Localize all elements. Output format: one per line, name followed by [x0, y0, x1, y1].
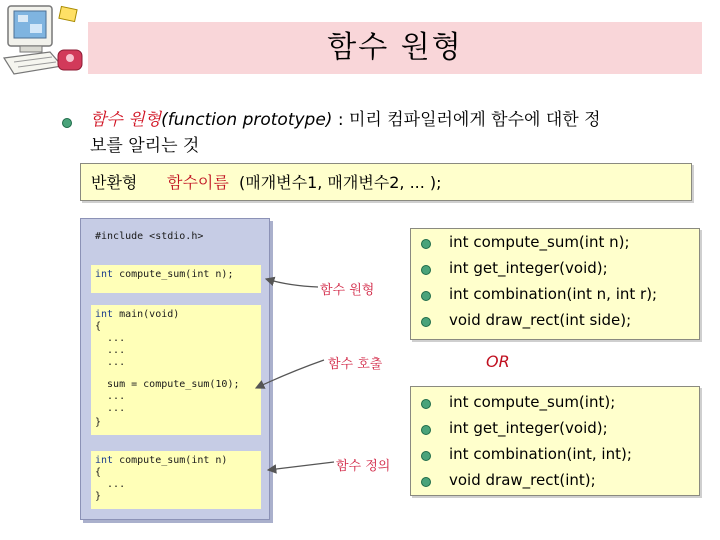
definition-arrow	[268, 462, 334, 470]
bullet-icon	[421, 477, 431, 487]
page-title: 함수 원형	[327, 30, 463, 65]
prototype-line: int combination(int n, int r);	[449, 285, 658, 303]
definition-rest-line2: 보를 알리는 것	[90, 136, 200, 156]
syntax-return-type: 반환형	[91, 173, 138, 192]
bullet-icon	[421, 399, 431, 409]
bullet-icon	[421, 317, 431, 327]
bullet-icon	[421, 239, 431, 249]
call-arrow	[256, 360, 324, 388]
code-brace: {	[95, 467, 102, 478]
code-text: main(void)	[113, 309, 180, 320]
definition-term: 함수 원형	[90, 110, 162, 130]
bullet-icon	[421, 291, 431, 301]
bullet-icon	[421, 265, 431, 275]
code-ellipsis: ...	[95, 357, 126, 368]
bullet-icon	[421, 425, 431, 435]
prototype-line: void draw_rect(int side);	[449, 311, 632, 329]
prototype-arrow	[266, 279, 318, 287]
prototype-line: int compute_sum(int n);	[449, 233, 630, 251]
code-brace: {	[95, 321, 102, 332]
definition-term-en: (function prototype)	[161, 110, 333, 130]
syntax-params: (매개변수1, 매개변수2, ... );	[239, 173, 442, 192]
code-ellipsis: ...	[95, 391, 126, 402]
code-text: compute_sum(int n)	[113, 455, 228, 466]
annotation-call: 함수 호출	[328, 357, 383, 372]
code-brace: }	[95, 491, 102, 502]
prototype-line: int get_integer(void);	[449, 259, 608, 277]
code-ellipsis: ...	[95, 479, 126, 490]
code-text: compute_sum(int n);	[113, 269, 234, 280]
code-call-line: sum = compute_sum(10);	[95, 379, 240, 390]
code-keyword: int	[95, 455, 114, 466]
code-ellipsis: ...	[95, 345, 126, 356]
syntax-function-name: 함수이름	[167, 173, 229, 192]
code-ellipsis: ...	[95, 403, 126, 414]
code-keyword: int	[95, 309, 114, 320]
prototype-line: void draw_rect(int);	[449, 471, 596, 489]
code-brace: }	[95, 417, 102, 428]
or-label: OR	[486, 352, 510, 371]
code-keyword: int	[95, 269, 114, 280]
prototype-line: int get_integer(void);	[449, 419, 608, 437]
code-ellipsis: ...	[95, 333, 126, 344]
annotation-prototype: 함수 원형	[320, 283, 375, 298]
definition-rest-line1: : 미리 컴파일러에게 함수에 대한 정	[332, 110, 601, 130]
code-include: #include <stdio.h>	[95, 231, 204, 242]
annotation-definition: 함수 정의	[336, 459, 391, 474]
prototype-line: int compute_sum(int);	[449, 393, 616, 411]
prototype-line: int combination(int, int);	[449, 445, 632, 463]
bullet-icon	[421, 451, 431, 461]
